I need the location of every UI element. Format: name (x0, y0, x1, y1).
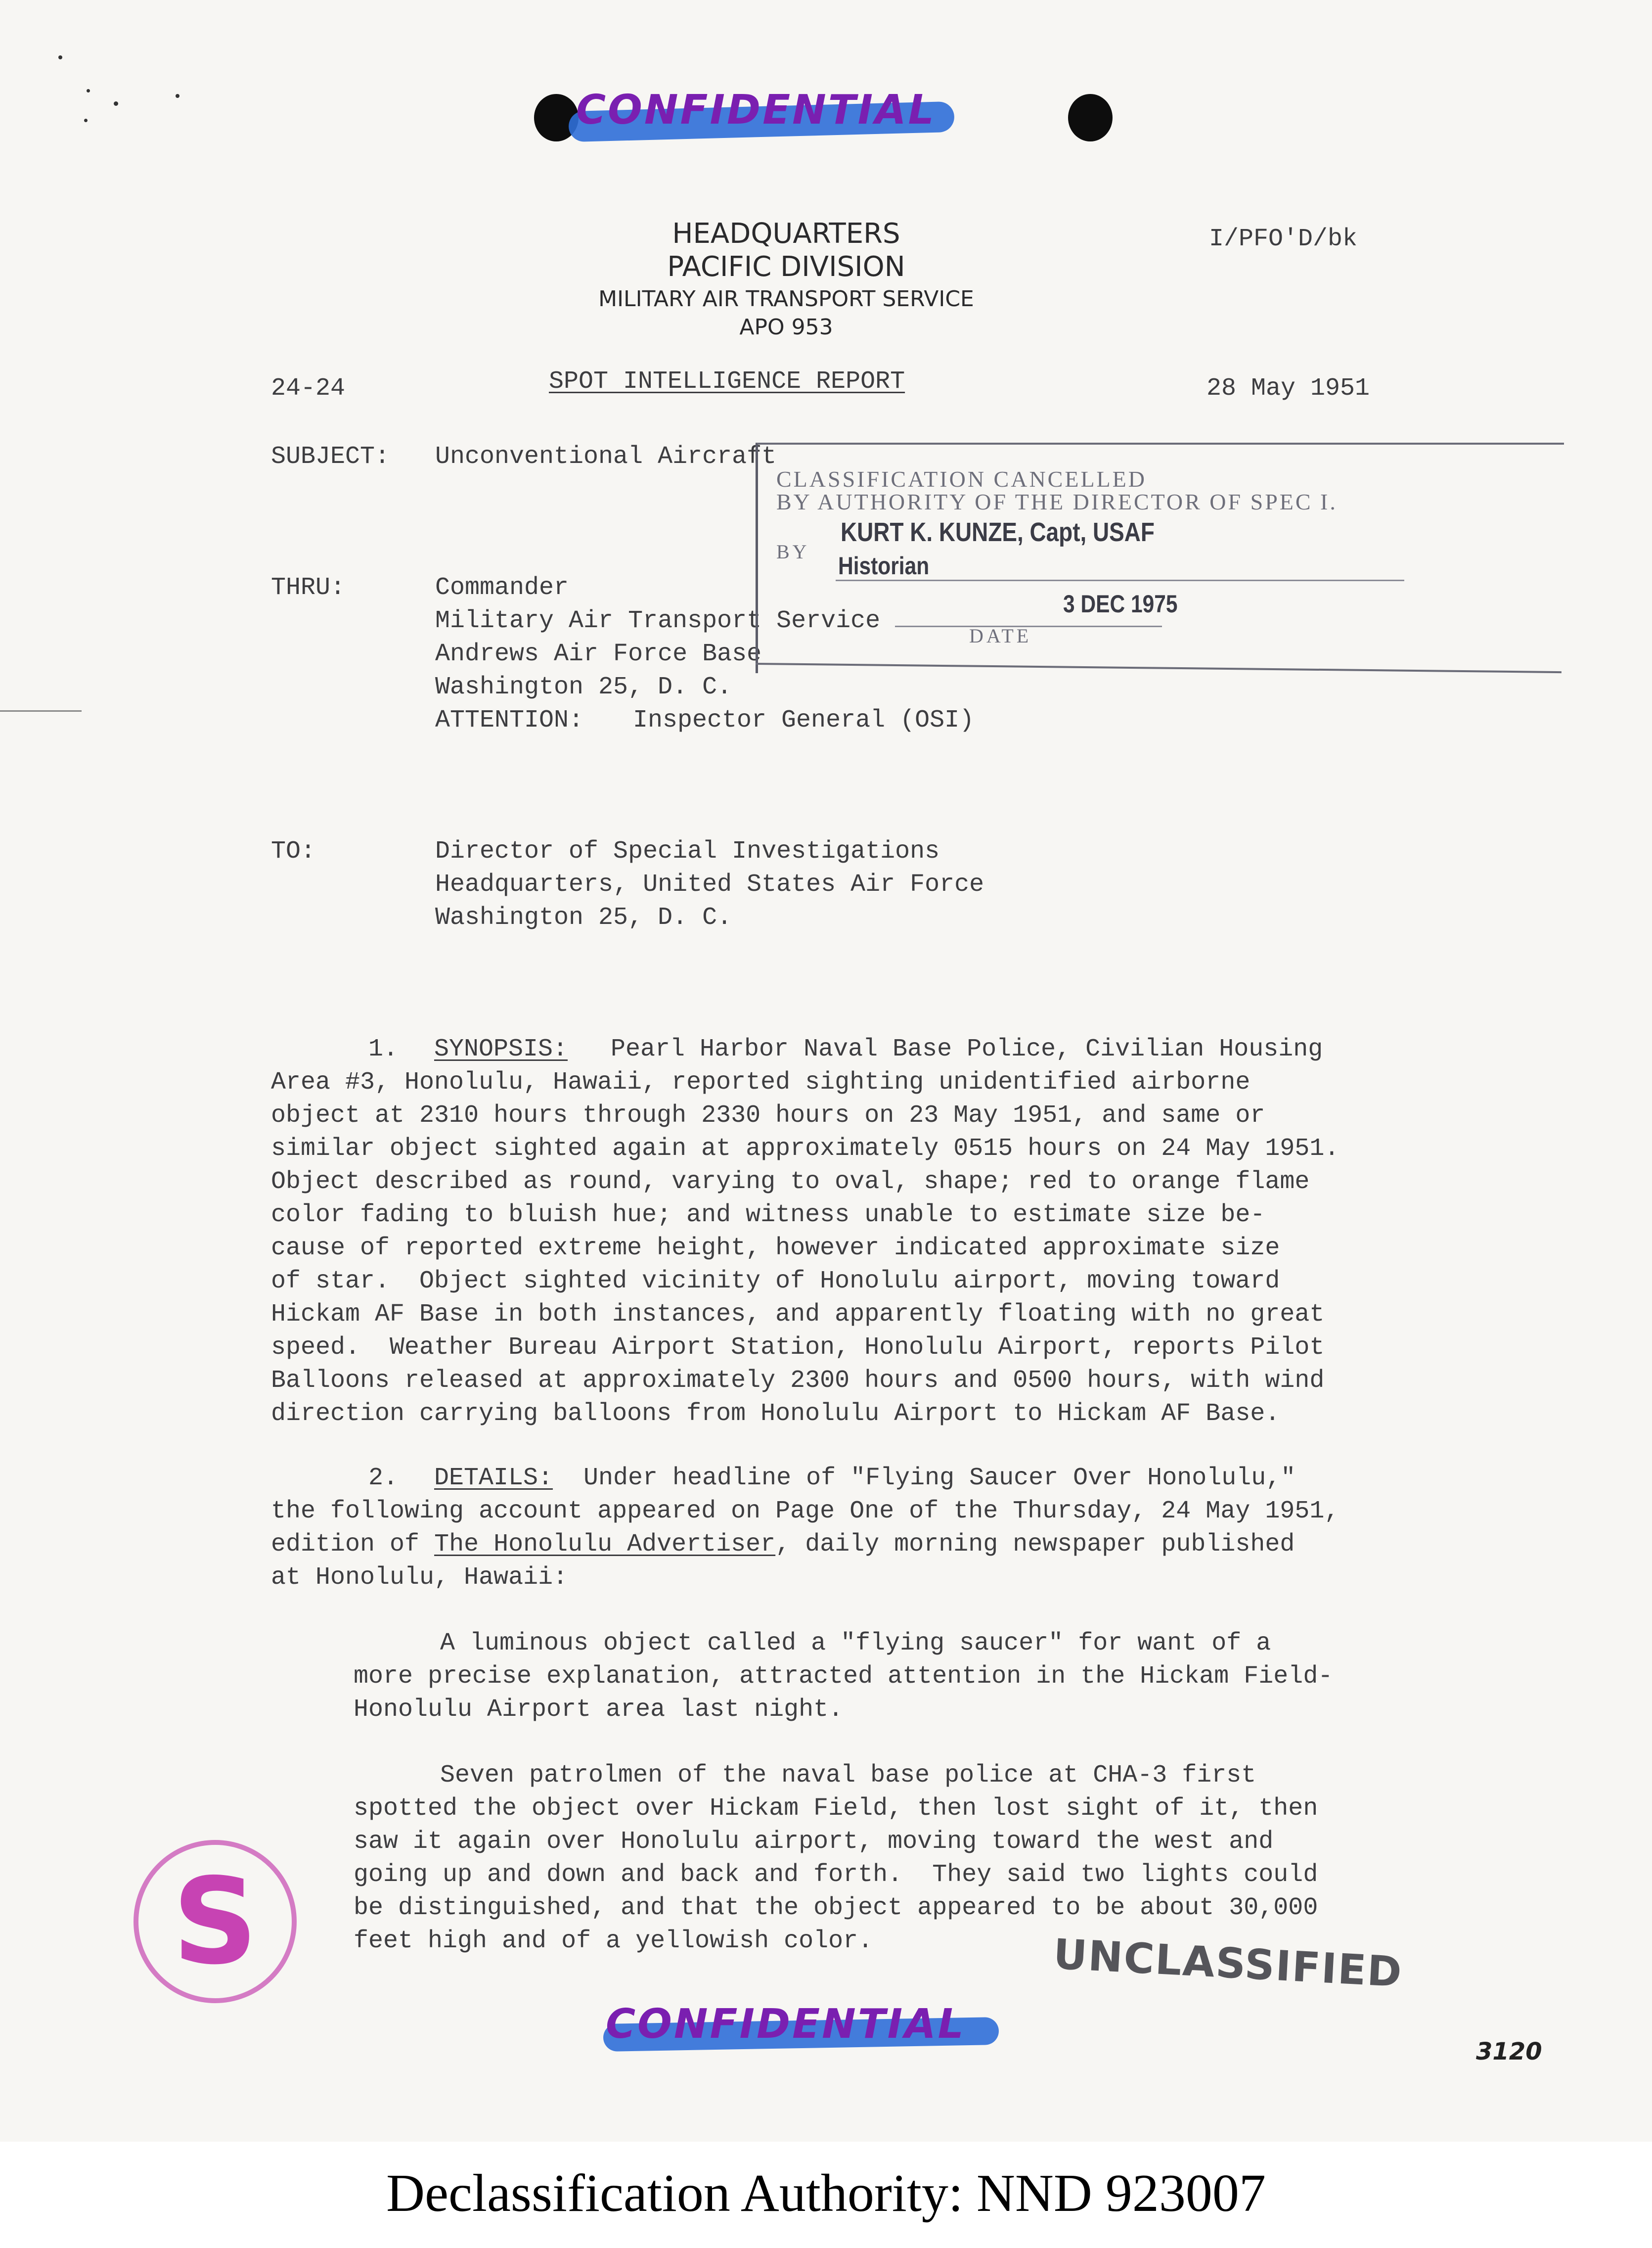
confidential-stamp-top: CONFIDENTIAL (576, 87, 936, 134)
to-line: Headquarters, United States Air Force (435, 871, 984, 899)
stamp-by-label: BY (776, 541, 810, 563)
quote-line: Honolulu Airport area last night. (354, 1696, 844, 1724)
synopsis-line: Object described as round, varying to oval, shape; red to orange flame (271, 1168, 1310, 1196)
stamp-date-value: 3 DEC 1975 (1063, 590, 1178, 618)
details-line (271, 1528, 1295, 1561)
details-first-line: Under headline of "Flying Saucer Over Honolulu," (583, 1464, 1296, 1492)
quote-line: be distinguished, and that the object appeared to be about 30,000 (354, 1894, 1318, 1922)
header-apo: APO 953 (739, 315, 833, 340)
thru-line: Washington 25, D. C. (435, 673, 732, 701)
to-line: Director of Special Investigations (435, 837, 940, 866)
synopsis-line: Balloons released at approximately 2300 hours and 0500 hours, with wind (271, 1367, 1325, 1395)
header-service: MILITARY AIR TRANSPORT SERVICE (598, 286, 974, 312)
page-number: 3120 (1476, 2038, 1542, 2065)
quote-line: saw it again over Honolulu airport, moving toward the west and (354, 1828, 1274, 1856)
details-line-post: , daily morning newspaper published (775, 1530, 1295, 1559)
header-headquarters: HEADQUARTERS (672, 218, 900, 250)
thru-line: Andrews Air Force Base (435, 640, 762, 668)
synopsis-number: 1. (368, 1035, 399, 1063)
thru-line: Military Air Transport Service (435, 607, 881, 635)
quote-line: feet high and of a yellowish color. (354, 1927, 873, 1955)
stamp-officer-title: Historian (838, 552, 930, 580)
margin-tick (0, 710, 82, 712)
synopsis-first-line: Pearl Harbor Naval Base Police, Civilian Housing (611, 1035, 1323, 1063)
report-number: 24-24 (271, 374, 346, 403)
reference-code: I/PFO'D/bk (1209, 225, 1358, 253)
attention-value: Inspector General (OSI) (633, 706, 975, 734)
thru-label: THRU: (271, 574, 346, 602)
unclassified-stamp: UNCLASSIFIED (1052, 1929, 1404, 1997)
synopsis-line: object at 2310 hours through 2330 hours on 23 May 1951, and same or (271, 1101, 1265, 1130)
newspaper-name: The Honolulu Advertiser (434, 1530, 776, 1559)
quote-line: Seven patrolmen of the naval base police at CHA-3 first (440, 1761, 1256, 1789)
stamp-cancelled-line: CLASSIFICATION CANCELLED (776, 466, 1147, 492)
report-date: 28 May 1951 (1206, 374, 1370, 403)
to-line: Washington 25, D. C. (435, 904, 732, 932)
paper-speck (87, 89, 90, 92)
subject-value: Unconventional Aircraft (435, 443, 777, 471)
stamp-signature-line (836, 580, 1404, 581)
quote-line: spotted the object over Hickam Field, then lost sight of it, then (354, 1794, 1318, 1823)
details-heading: DETAILS: (434, 1464, 553, 1492)
stamp-officer-name: KURT K. KUNZE, Capt, USAF (841, 517, 1155, 547)
quote-line: going up and down and back and forth. They said two lights could (354, 1861, 1318, 1889)
synopsis-line: speed. Weather Bureau Airport Station, Honolulu Airport, reports Pilot (271, 1333, 1325, 1362)
quote-line: A luminous object called a "flying saucer" for want of a (440, 1629, 1271, 1657)
declassification-footer: Declassification Authority: NND 923007 (386, 2164, 1266, 2223)
details-line: at Honolulu, Hawaii: (271, 1563, 568, 1592)
synopsis-line: color fading to bluish hue; and witness unable to estimate size be- (271, 1201, 1265, 1229)
paper-speck (176, 94, 179, 98)
stamp-date-label: DATE (969, 625, 1032, 647)
report-title: SPOT INTELLIGENCE REPORT (549, 367, 905, 396)
synopsis-line: direction carrying balloons from Honolulu Airport to Hickam AF Base. (271, 1400, 1280, 1428)
header-division: PACIFIC DIVISION (667, 251, 905, 283)
confidential-stamp-bottom: CONFIDENTIAL (606, 2001, 966, 2048)
quote-line: more precise explanation, attracted attention in the Hickam Field- (354, 1662, 1333, 1691)
paper-speck (114, 101, 118, 106)
attention-label: ATTENTION: (435, 706, 584, 734)
paper-speck (84, 119, 88, 122)
thru-line: Commander (435, 574, 569, 602)
subject-label: SUBJECT: (271, 443, 390, 471)
synopsis-line: Area #3, Honolulu, Hawaii, reported sighting unidentified airborne (271, 1068, 1250, 1097)
synopsis-heading: SYNOPSIS: (434, 1035, 568, 1063)
to-label: TO: (271, 837, 316, 866)
synopsis-line: similar object sighted again at approximately 0515 hours on 24 May 1951. (271, 1135, 1339, 1163)
details-line: the following account appeared on Page One of the Thursday, 24 May 1951, (271, 1497, 1339, 1525)
details-number: 2. (368, 1464, 399, 1492)
punch-hole-right (1068, 94, 1113, 141)
synopsis-line: of star. Object sighted vicinity of Honolulu airport, moving toward (271, 1267, 1280, 1295)
paper-speck (58, 55, 62, 59)
synopsis-line: cause of reported extreme height, however indicated approximate size (271, 1234, 1280, 1262)
synopsis-line: Hickam AF Base in both instances, and apparently floating with no great (271, 1300, 1325, 1329)
details-line-pre: edition of (271, 1530, 435, 1559)
s-stamp-letter: S (172, 1852, 258, 1991)
stamp-authority-line: BY AUTHORITY OF THE DIRECTOR OF SPEC I. (776, 489, 1338, 514)
